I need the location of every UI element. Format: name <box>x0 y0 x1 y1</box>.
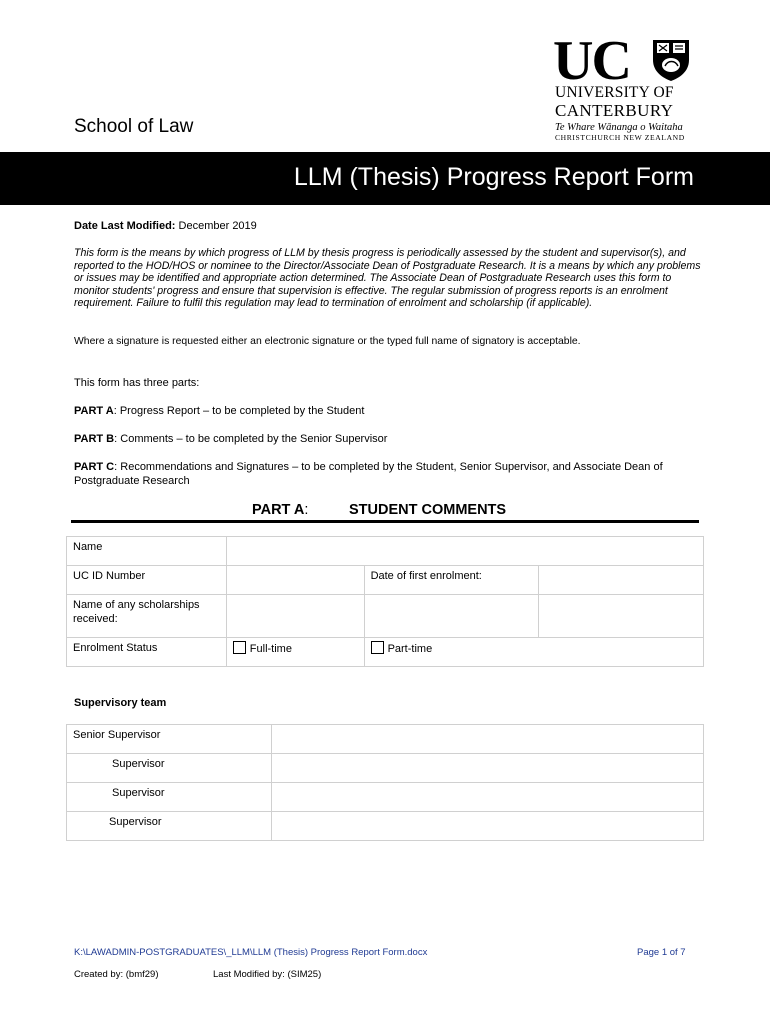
page-title: LLM (Thesis) Progress Report Form <box>293 163 694 191</box>
logo-mark: UC <box>553 30 630 92</box>
intro-paragraph: This form is the means by which progress of LLM by thesis progress is periodically assessed by the student and supervisor(s), and reported to the HOD/HOS or nominee to the Director/Associate Dean of Postgraduate Research. It is a means by which any problems or issues may be identified and appropriate action determined. The Associate Dean of Postgraduate Research uses this form to monitor students' progress and ensure that supervision is effective. The regular submission of progress reports is an enrolment requirement. Failure to fulfil this regulation may lead to termination of enrolment and scholarship (if applicable). <box>74 247 701 310</box>
date-modified-value: December 2019 <box>178 220 257 232</box>
section-rule <box>71 520 699 523</box>
part-label: PART B <box>74 433 115 445</box>
name-field[interactable] <box>226 537 703 566</box>
uc-id-label: UC ID Number <box>67 566 227 595</box>
part-time-checkbox[interactable] <box>371 641 384 654</box>
supervisor-label: Supervisor <box>67 783 272 812</box>
part-text: : Progress Report – to be completed by the Student <box>113 405 365 417</box>
part-b-description <box>74 433 702 446</box>
footer-page-number: Page 1 of 7 <box>637 947 686 958</box>
footer-created-by: Created by: (bmf29) <box>74 969 159 980</box>
table-row <box>67 783 704 812</box>
footer-modified-by: Last Modified by: (SIM25) <box>213 969 322 980</box>
table-row <box>67 638 704 667</box>
part-a-heading-label <box>252 502 308 518</box>
part-a-description <box>74 405 702 418</box>
table-row <box>67 754 704 783</box>
table-row <box>67 725 704 754</box>
supervisor-label: Supervisor <box>67 812 272 841</box>
university-logo <box>553 30 695 142</box>
uc-id-field[interactable] <box>226 566 364 595</box>
scholarships-field-3[interactable] <box>539 595 704 638</box>
supervisor-field[interactable] <box>271 783 703 812</box>
full-time-label: Full-time <box>249 643 292 655</box>
school-name: School of Law <box>74 116 194 137</box>
scholarships-field[interactable] <box>226 595 364 638</box>
supervisory-table <box>66 724 704 841</box>
part-a-heading-title: STUDENT COMMENTS <box>349 502 507 518</box>
date-modified-label: Date Last Modified: <box>74 220 176 232</box>
date-modified <box>74 220 702 233</box>
supervisor-field[interactable] <box>271 754 703 783</box>
enrolment-status-label: Enrolment Status <box>67 638 227 667</box>
logo-text-location: CHRISTCHURCH NEW ZEALAND <box>555 133 685 142</box>
signature-note: Where a signature is requested either an electronic signature or the typed full name of signatory is acceptable. <box>74 336 581 347</box>
full-time-checkbox[interactable] <box>233 641 246 654</box>
name-label: Name <box>67 537 227 566</box>
first-enrolment-label: Date of first enrolment: <box>364 566 539 595</box>
part-text: : Recommendations and Signatures – to be completed by the Student, Senior Supervisor, and Associate Dean of Postgraduate Research <box>74 461 663 487</box>
full-time-option[interactable] <box>226 638 364 667</box>
part-a-colon: : <box>304 502 309 518</box>
part-c-description <box>74 460 702 488</box>
part-time-option[interactable] <box>364 638 703 667</box>
parts-intro: This form has three parts: <box>74 377 200 389</box>
logo-text-canterbury: CANTERBURY <box>555 101 674 120</box>
part-text: : Comments – to be completed by the Senior Supervisor <box>114 433 388 445</box>
scholarships-field-2[interactable] <box>364 595 539 638</box>
footer-file-path: K:\LAWADMIN-POSTGRADUATES\_LLM\LLM (Thesis) Progress Report Form.docx <box>74 947 428 958</box>
table-row <box>67 537 704 566</box>
supervisory-heading: Supervisory team <box>74 697 167 709</box>
table-row <box>67 595 704 638</box>
student-details-table <box>66 536 704 667</box>
supervisor-label: Supervisor <box>67 754 272 783</box>
senior-supervisor-field[interactable] <box>271 725 703 754</box>
logo-text-maori: Te Whare Wānanga o Waitaha <box>555 122 683 133</box>
supervisor-field[interactable] <box>271 812 703 841</box>
senior-supervisor-label: Senior Supervisor <box>67 725 272 754</box>
part-a-label: PART A <box>252 502 305 518</box>
table-row <box>67 812 704 841</box>
first-enrolment-field[interactable] <box>539 566 704 595</box>
logo-text-university: UNIVERSITY OF <box>555 84 674 101</box>
part-time-label: Part-time <box>387 643 433 655</box>
crest-icon <box>651 38 691 82</box>
table-row <box>67 566 704 595</box>
part-label: PART C <box>74 461 115 473</box>
scholarships-label: Name of any scholarships received: <box>67 595 227 638</box>
part-label: PART A <box>74 405 114 417</box>
